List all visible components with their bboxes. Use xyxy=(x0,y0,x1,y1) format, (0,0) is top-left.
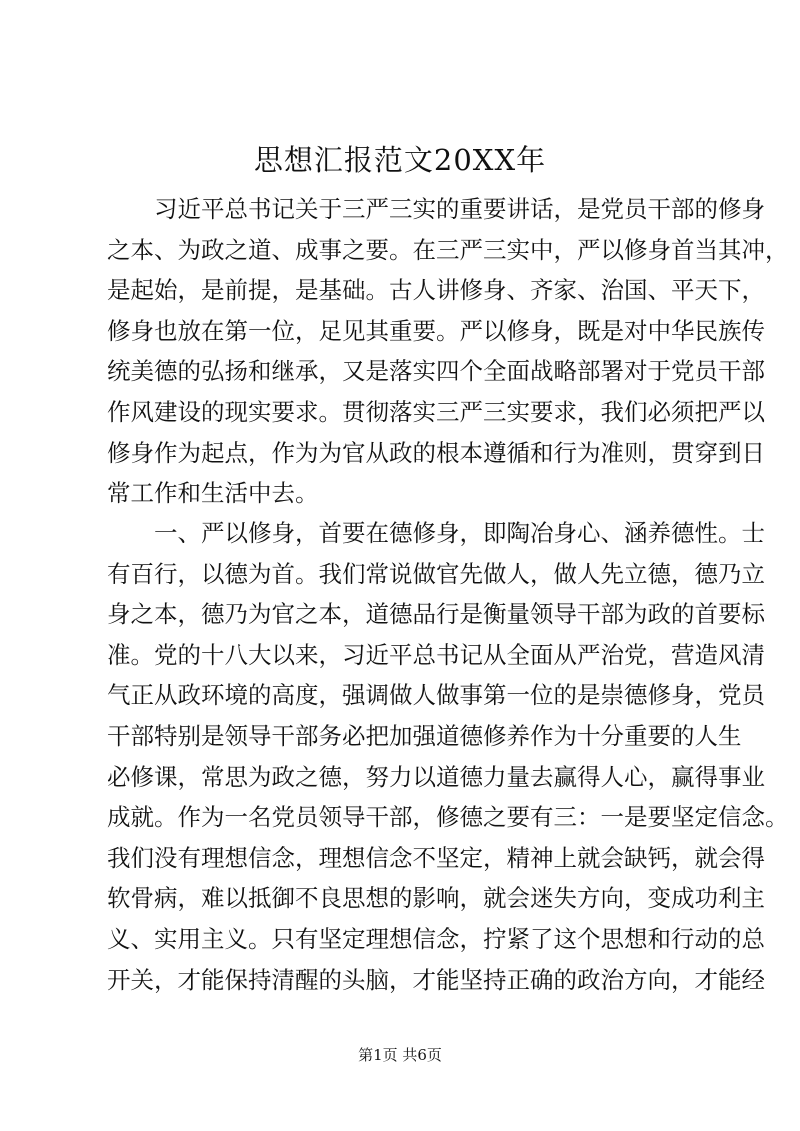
paragraph-line: 开关，才能保持清醒的头脑，才能坚持正确的政治方向，才能经 xyxy=(107,965,765,994)
page-footer: 第1页 共6页 xyxy=(358,1046,442,1064)
paragraph-line: 修身也放在第一位，足见其重要。严以修身，既是对中华民族传 xyxy=(107,316,765,345)
paragraph-line: 之本、为政之道、成事之要。在三严三实中，严以修身首当其冲， xyxy=(107,235,789,264)
paragraph-line: 我们没有理想信念，理想信念不坚定，精神上就会缺钙，就会得 xyxy=(107,843,765,872)
paragraph-line: 身之本，德乃为官之本，道德品行是衡量领导干部为政的首要标 xyxy=(107,600,765,629)
paragraph-line: 一、严以修身，首要在德修身，即陶冶身心、涵养德性。士 xyxy=(154,519,765,547)
paragraph-line: 作风建设的现实要求。贯彻落实三严三实要求，我们必须把严以 xyxy=(107,397,765,426)
paragraph-line: 习近平总书记关于三严三实的重要讲话，是党员干部的修身 xyxy=(154,195,765,223)
paragraph-line: 成就。作为一名党员领导干部，修德之要有三：一是要坚定信念。 xyxy=(107,803,789,832)
paragraph-line: 准。党的十八大以来，习近平总书记从全面从严治党，营造风清 xyxy=(107,640,765,669)
paragraph-line: 统美德的弘扬和继承，又是落实四个全面战略部署对于党员干部 xyxy=(107,357,765,386)
paragraph-line: 有百行，以德为首。我们常说做官先做人，做人先立德，德乃立 xyxy=(107,559,765,588)
paragraph-line: 是起始，是前提，是基础。古人讲修身、齐家、治国、平天下， xyxy=(107,276,765,305)
paragraph-1 xyxy=(107,189,789,514)
paragraph-line: 软骨病，难以抵御不良思想的影响，就会迷失方向，变成功利主 xyxy=(107,884,765,913)
paragraph-line: 气正从政环境的高度，强调做人做事第一位的是崇德修身，党员 xyxy=(107,681,765,710)
paragraph-line: 必修课，常思为政之德，努力以道德力量去赢得人心，赢得事业 xyxy=(107,762,765,791)
paragraph-line: 干部特别是领导干部务必把加强道德修养作为十分重要的人生 xyxy=(107,721,742,750)
document-title: 思想汇报范文20XX年 xyxy=(253,143,547,177)
paragraph-line: 修身作为起点，作为为官从政的根本遵循和行为准则，贯穿到日 xyxy=(107,438,765,467)
paragraph-2 xyxy=(107,513,789,1000)
paragraph-line: 义、实用主义。只有坚定理想信念，拧紧了这个思想和行动的总 xyxy=(107,924,765,953)
paragraph-line: 常工作和生活中去。 xyxy=(107,479,319,508)
